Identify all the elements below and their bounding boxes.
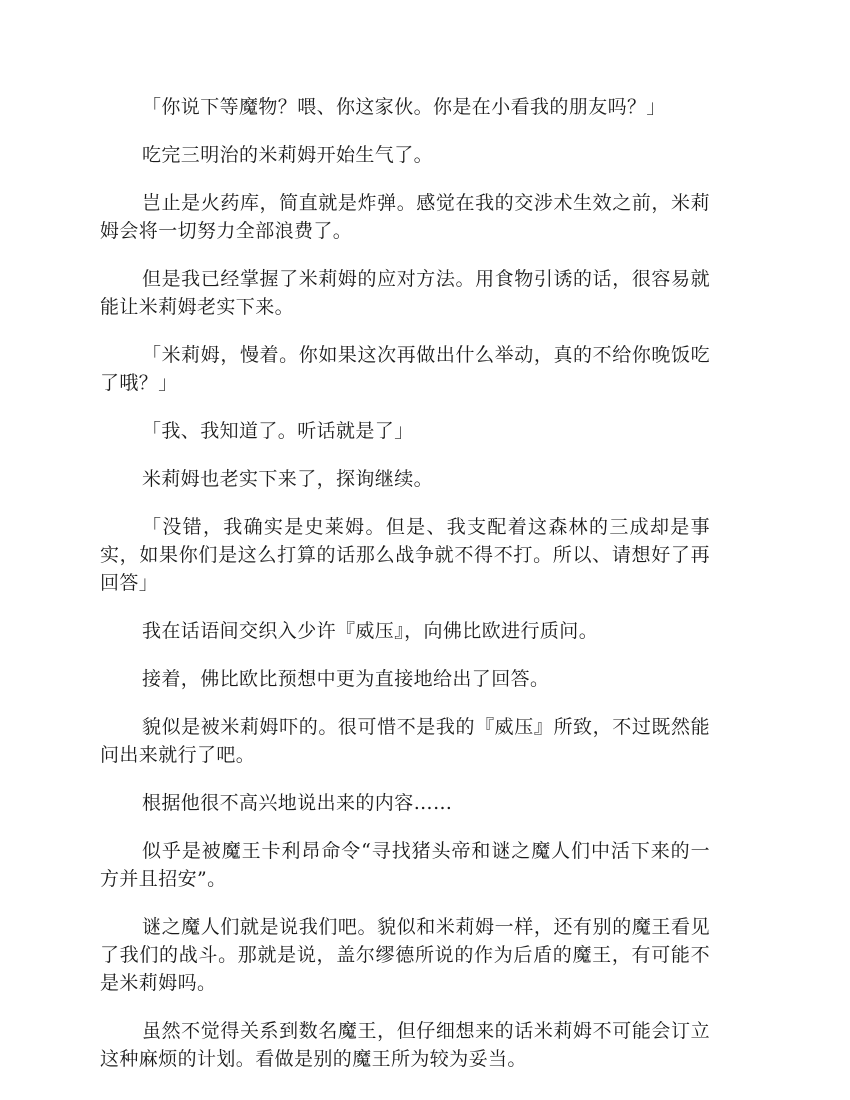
paragraph: 吃完三明治的米莉姆开始生气了。 — [142, 144, 434, 166]
paragraph: 「我、我知道了。听话就是了」 — [142, 420, 414, 442]
paragraph: 似乎是被魔王卡利昂命令“寻找猪头帝和谜之魔人们中活下来的一方并且招安”。 — [100, 840, 710, 890]
paragraph: 「你说下等魔物？喂、你这家伙。你是在小看我的朋友吗？」 — [142, 96, 666, 118]
paragraph: 我在话语间交织入少许『威压』，向佛比欧进行质问。 — [142, 620, 599, 642]
paragraph: 「没错，我确实是史莱姆。但是、我支配着这森林的三成却是事实，如果你们是这么打算的话那么战争就不得不打。所以、请想好了再回答」 — [100, 516, 710, 594]
paragraph: 接着，佛比欧比预想中更为直接地给出了回答。 — [142, 668, 550, 690]
paragraph: 虽然不觉得关系到数名魔王，但仔细想来的话米莉姆不可能会订立这种麻烦的计划。看做是别的魔王所为较为妥当。 — [100, 1020, 710, 1070]
document-body — [100, 93, 710, 1093]
paragraph: 「米莉姆，慢着。你如果这次再做出什么举动，真的不给你晚饭吃了哦？」 — [100, 344, 710, 394]
paragraph: 谜之魔人们就是说我们吧。貌似和米莉姆一样，还有别的魔王看见了我们的战斗。那就是说，盖尔缪德所说的作为后盾的魔王，有可能不是米莉姆吗。 — [100, 916, 710, 994]
paragraph: 貌似是被米莉姆吓的。很可惜不是我的『威压』所致，不过既然能问出来就行了吧。 — [100, 716, 710, 766]
paragraph: 根据他很不高兴地说出来的内容…… — [142, 792, 453, 814]
paragraph: 岂止是火药库，简直就是炸弹。感觉在我的交涉术生效之前，米莉姆会将一切努力全部浪费了。 — [100, 192, 710, 242]
paragraph: 但是我已经掌握了米莉姆的应对方法。用食物引诱的话，很容易就能让米莉姆老实下来。 — [100, 268, 710, 318]
paragraph: 米莉姆也老实下来了，探询继续。 — [142, 468, 434, 490]
